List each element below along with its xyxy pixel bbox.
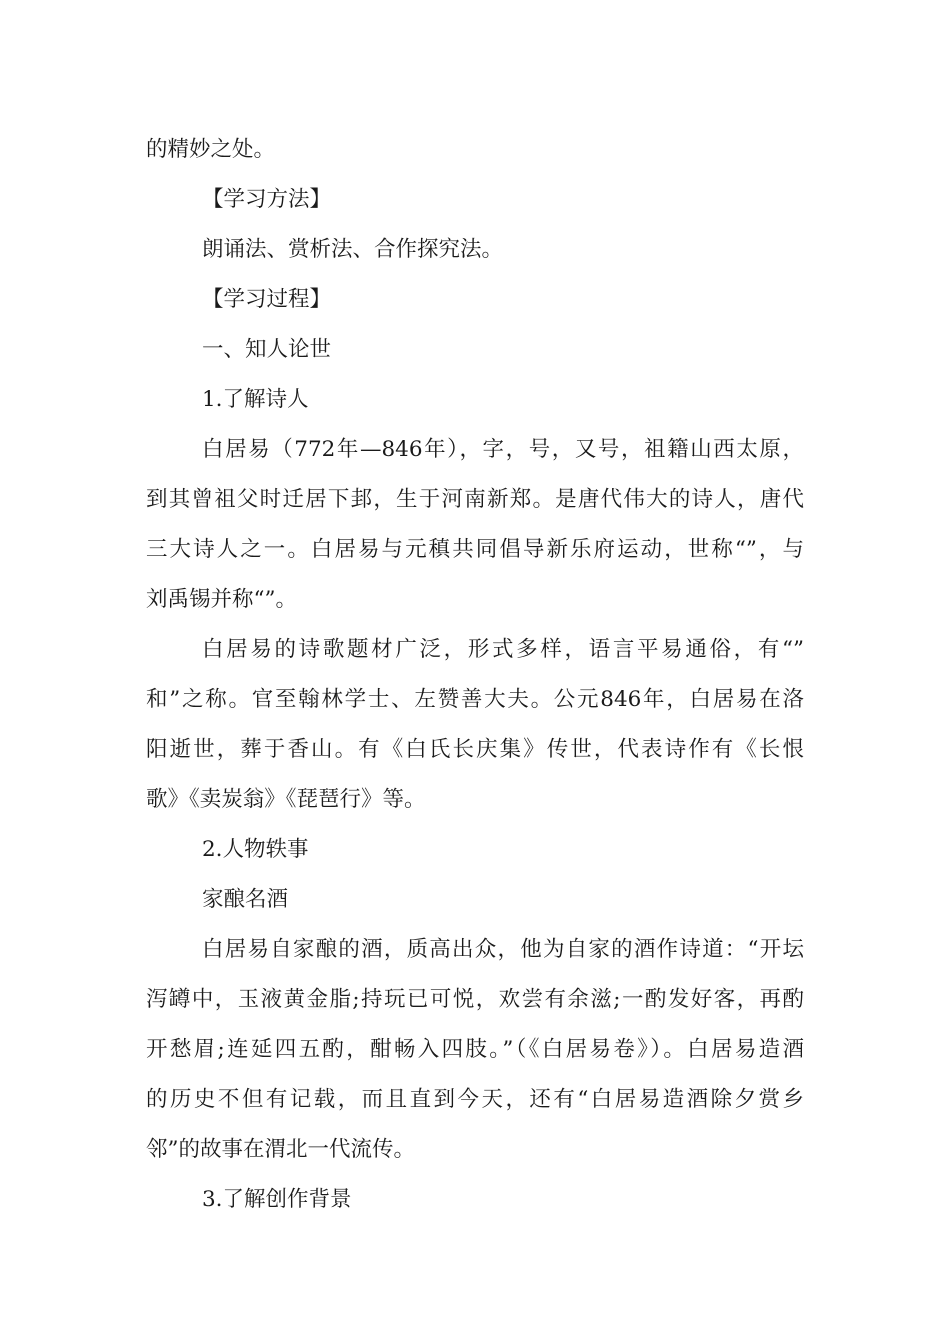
paragraph-line: 开愁眉;连延四五酌，酣畅入四肢。”（《白居易卷》）。白居易造酒 <box>146 1037 804 1062</box>
paragraph-line: 白居易自家酿的酒，质高出众，他为自家的酒作诗道：“开坛 <box>202 937 804 962</box>
paragraph-line: 白居易的诗歌题材广泛，形式多样，语言平易通俗，有“” <box>202 637 804 662</box>
paragraph-line: 三大诗人之一。白居易与元稹共同倡导新乐府运动，世称“”，与 <box>146 537 804 562</box>
paragraph-line: 泻罇中，玉液黄金脂;持玩已可悦，欢尝有余滋;一酌发好客，再酌 <box>146 987 804 1012</box>
subheading-understand-poet: 1.了解诗人 <box>202 387 309 412</box>
paragraph-line: 到其曾祖父时迁居下邽，生于河南新郑。是唐代伟大的诗人，唐代 <box>146 487 804 512</box>
paragraph-line: 刘禹锡并称“”。 <box>146 587 297 612</box>
subheading-anecdotes: 2.人物轶事 <box>202 837 309 862</box>
paragraph-line: 歌》《卖炭翁》《琵琶行》等。 <box>146 787 426 812</box>
paragraph-line: 白居易（772年—846年），字，号，又号，祖籍山西太原， <box>202 437 804 462</box>
paragraph-line: 的精妙之处。 <box>146 137 276 162</box>
section-heading-study-process: 【学习过程】 <box>202 287 332 312</box>
paragraph-line: 邻”的故事在渭北一代流传。 <box>146 1137 415 1162</box>
subheading-home-brewed-wine: 家酿名酒 <box>202 887 289 912</box>
paragraph-line: 朗诵法、赏析法、合作探究法。 <box>202 237 504 262</box>
paragraph-line: 阳逝世，葬于香山。有《白氏长庆集》传世，代表诗作有《长恨 <box>146 737 804 762</box>
section-heading-study-method: 【学习方法】 <box>202 187 332 212</box>
paragraph-line: 的历史不但有记载，而且直到今天，还有“白居易造酒除夕赏乡 <box>146 1087 804 1112</box>
subheading-creation-background: 3.了解创作背景 <box>202 1187 352 1212</box>
subheading-know-the-person: 一、知人论世 <box>202 337 332 362</box>
paragraph-line: 和”之称。官至翰林学士、左赞善大夫。公元846年，白居易在洛 <box>146 687 804 712</box>
